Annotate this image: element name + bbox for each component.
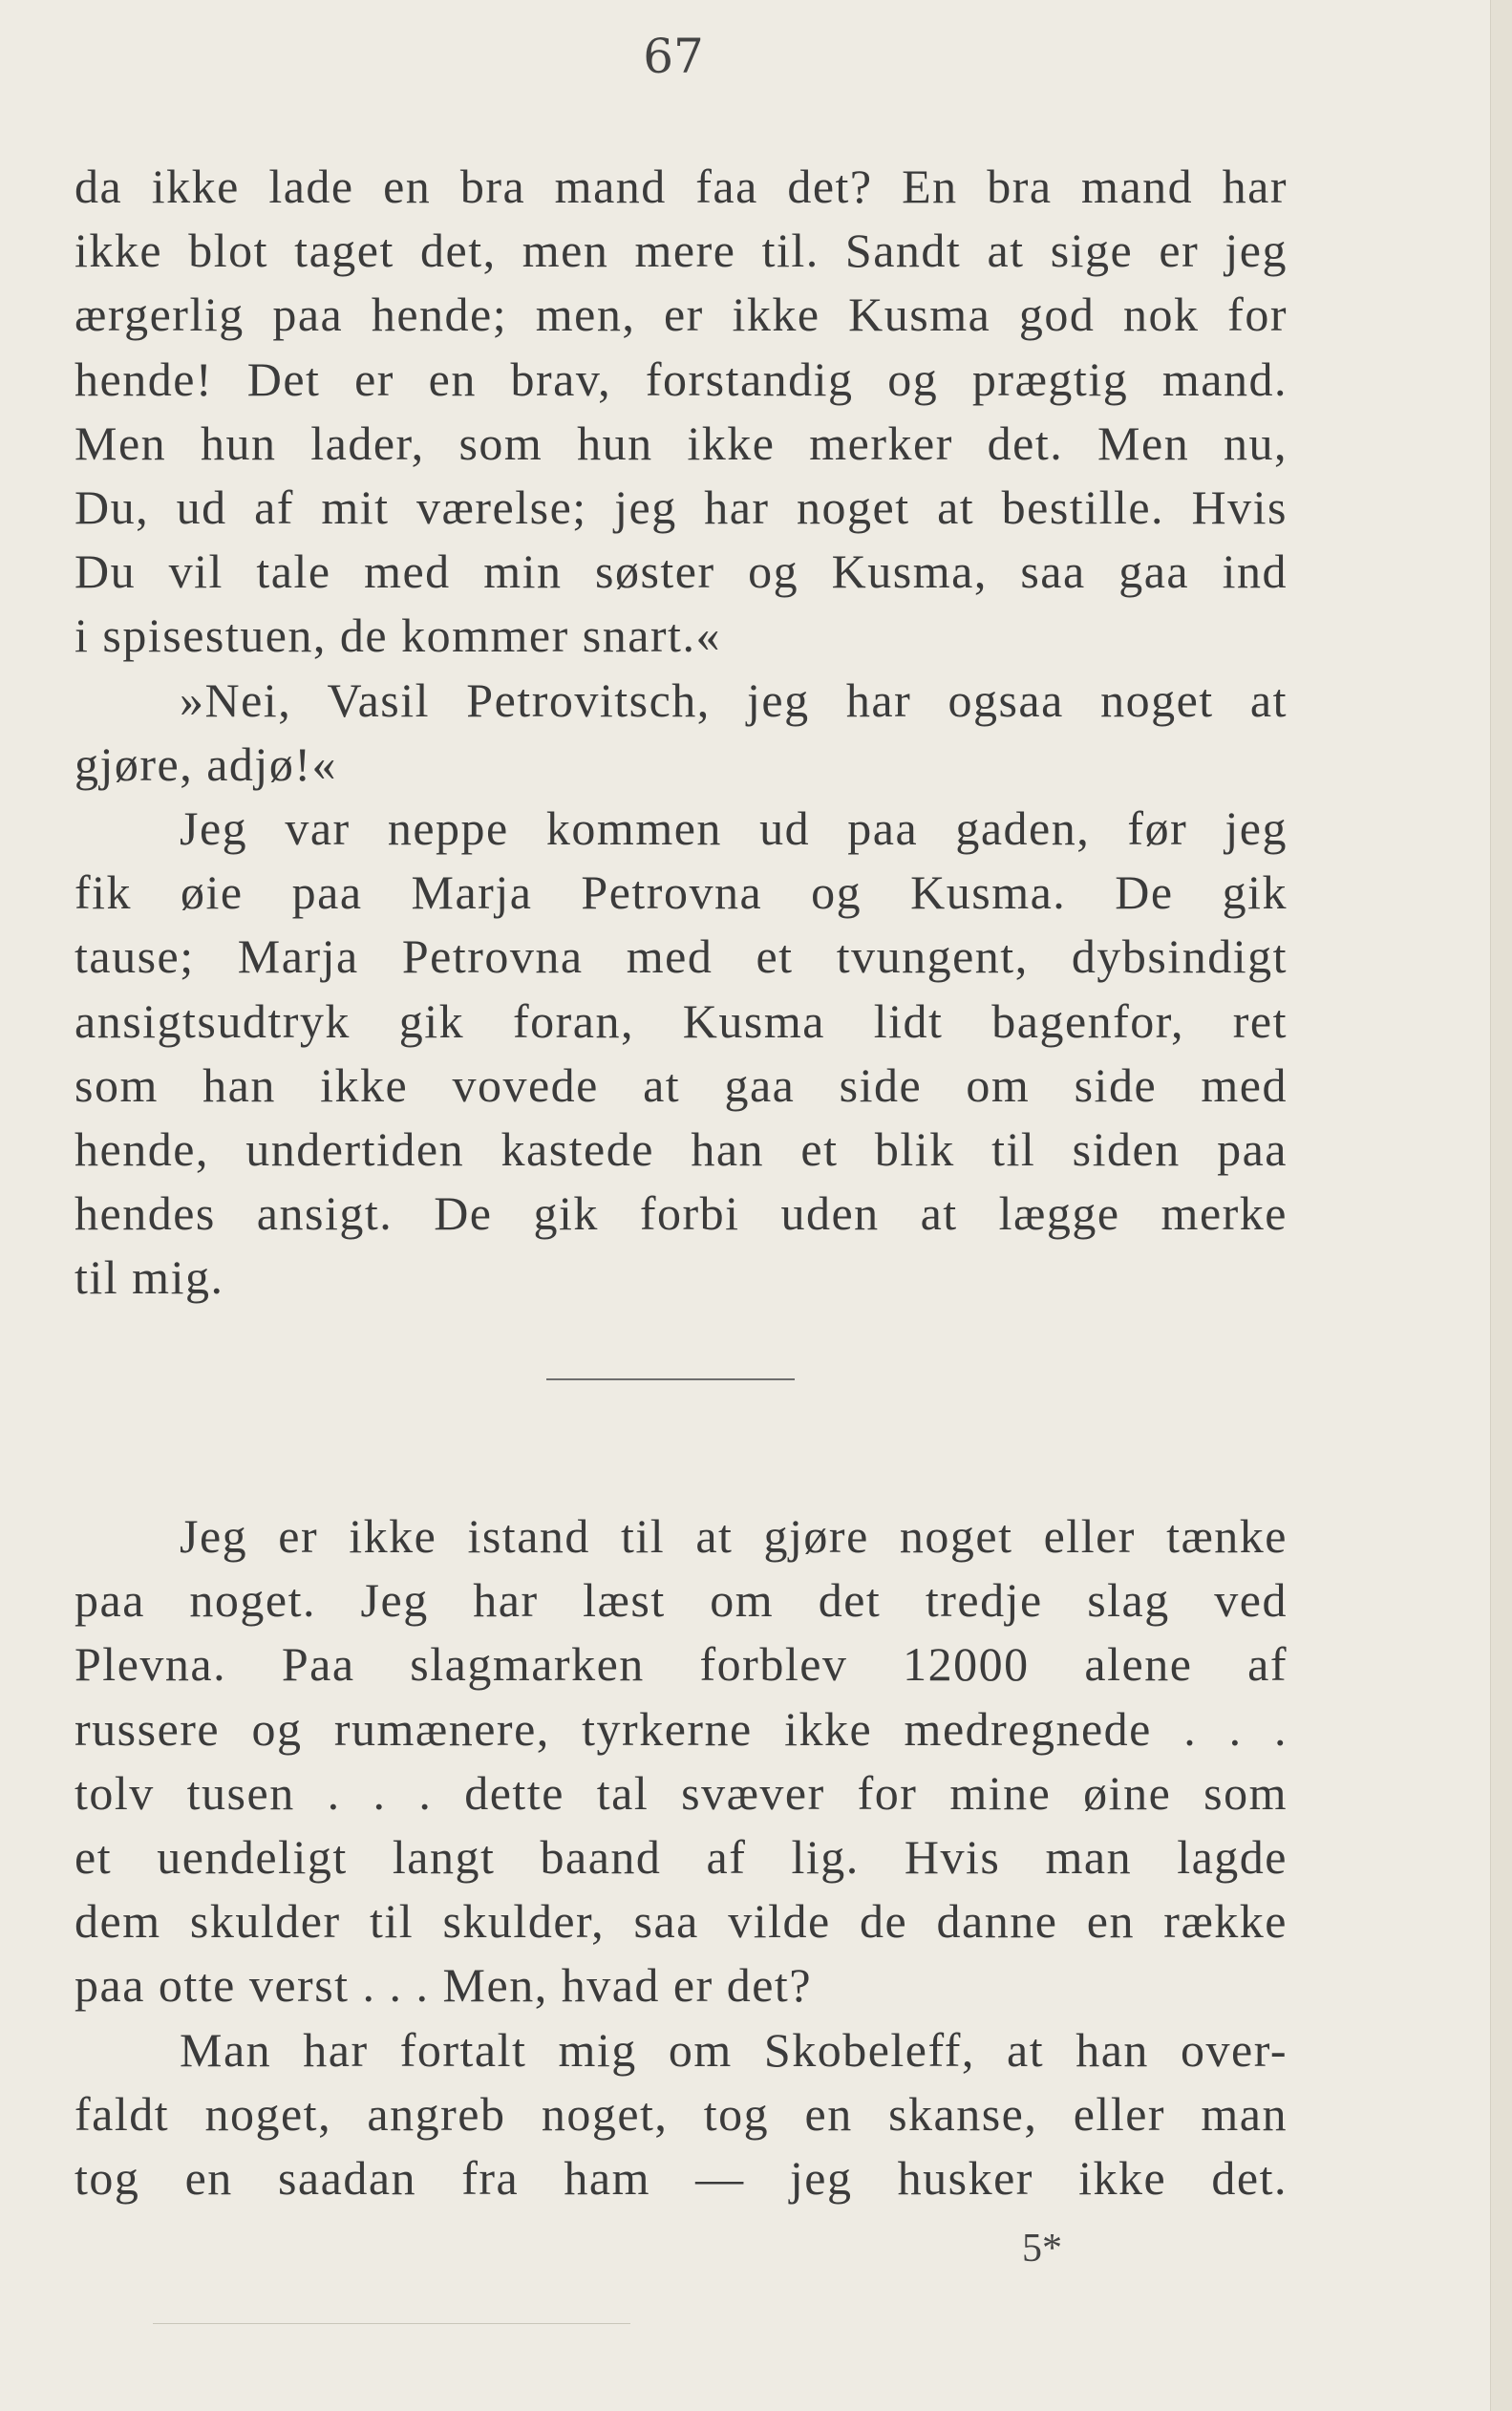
text-line: Du, ud af mit værelse; jeg har noget at bestille. Hvis	[75, 480, 1288, 535]
text-line: paa otte verst . . . Men, hvad er det?	[75, 1958, 813, 2013]
signature-mark: 5*	[1022, 2227, 1062, 2271]
section-separator	[546, 1378, 795, 1380]
text-line: Men hun lader, som hun ikke merker det. Men nu,	[75, 416, 1288, 470]
text-line: dem skulder til skulder, saa vilde de danne en række	[75, 1894, 1288, 1949]
text-line: gjøre, adjø!«	[75, 736, 337, 791]
text-block-one	[75, 155, 1288, 1311]
text-line: faldt noget, angreb noget, tog en skanse, eller man	[75, 2086, 1288, 2141]
text-line: Jeg var neppe kommen ud paa gaden, før jeg	[180, 801, 1288, 856]
text-line: som han ikke vovede at gaa side om side med	[75, 1057, 1288, 1112]
text-line: Plevna. Paa slagmarken forblev 12000 alene af	[75, 1637, 1288, 1692]
text-line: til mig.	[75, 1250, 224, 1305]
text-line: hende! Det er en brav, forstandig og prægtig mand.	[75, 352, 1288, 406]
bottom-rule	[153, 2323, 630, 2324]
text-line: tog en saadan fra ham — jeg husker ikke det.	[75, 2151, 1288, 2206]
text-line: hende, undertiden kastede han et blik til siden paa	[75, 1122, 1288, 1177]
text-line: Man har fortalt mig om Skobeleff, at han over-	[180, 2022, 1288, 2077]
text-line: Du vil tale med min søster og Kusma, saa gaa ind	[75, 544, 1288, 599]
text-block-two	[75, 1504, 1288, 2210]
text-line: paa noget. Jeg har læst om det tredje slag ved	[75, 1573, 1288, 1628]
text-line: ansigtsudtryk gik foran, Kusma lidt bagenfor, ret	[75, 993, 1288, 1048]
text-line: hendes ansigt. De gik forbi uden at lægge merke	[75, 1186, 1288, 1241]
text-line: russere og rumænere, tyrkerne ikke medregnede . . .	[75, 1701, 1288, 1756]
text-line: tause; Marja Petrovna med et tvungent, dybsindigt	[75, 929, 1288, 984]
text-line: i spisestuen, de kommer snart.«	[75, 608, 721, 663]
text-line: »Nei, Vasil Petrovitsch, jeg har ogsaa noget at	[180, 672, 1288, 727]
text-line: da ikke lade en bra mand faa det? En bra mand har	[75, 160, 1288, 213]
text-line: ærgerlig paa hende; men, er ikke Kusma god nok for	[75, 288, 1288, 342]
text-line: tolv tusen . . . dette tal svæver for mine øine som	[75, 1765, 1288, 1820]
text-line: ikke blot taget det, men mere til. Sandt at sige er jeg	[75, 224, 1288, 278]
page-edge	[1490, 0, 1512, 2411]
text-line: et uendeligt langt baand af lig. Hvis man lagde	[75, 1830, 1288, 1885]
text-line: fik øie paa Marja Petrovna og Kusma. De gik	[75, 865, 1288, 920]
page-number: 67	[643, 29, 704, 84]
text-line: Jeg er ikke istand til at gjøre noget eller tænke	[180, 1509, 1288, 1563]
